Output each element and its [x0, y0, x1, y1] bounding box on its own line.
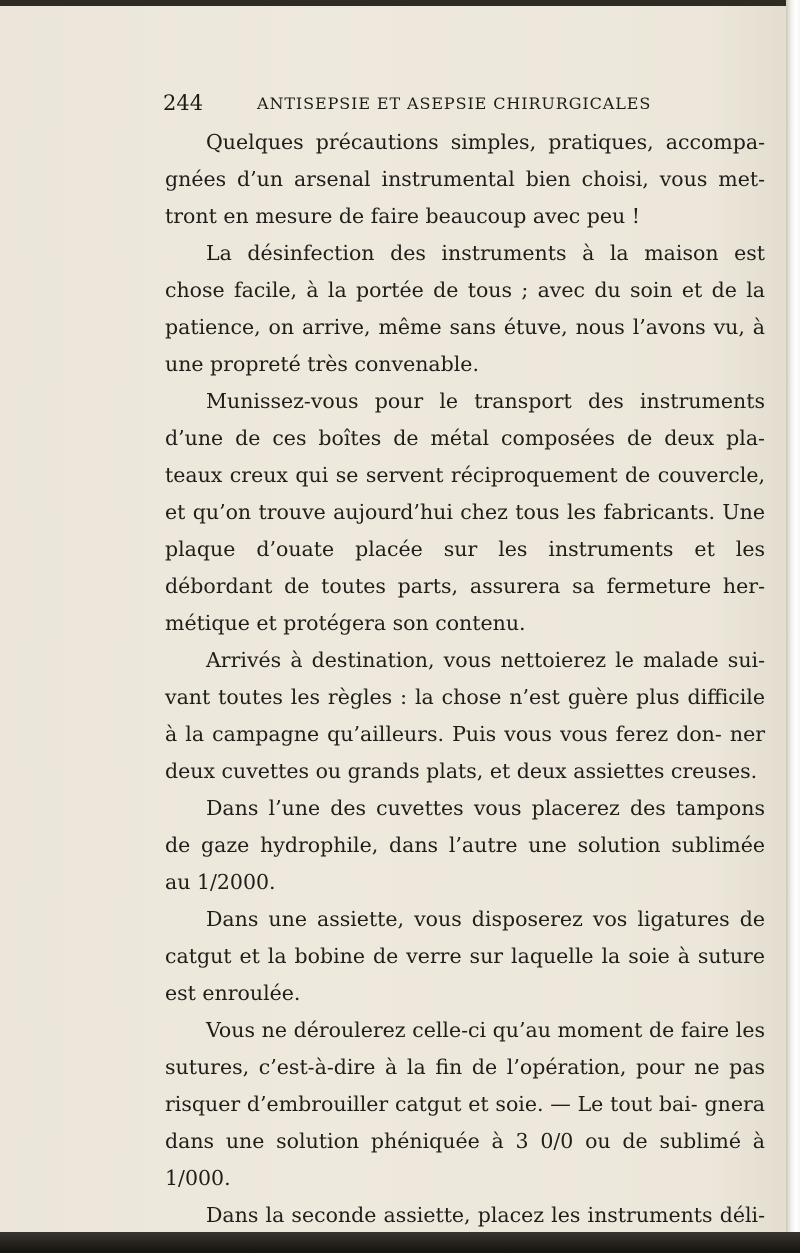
paragraph: Dans l’une des cuvettes vous placerez des tampons de gaze hydrophile, dans l’autre une solution sublimée au 1/2000. — [165, 796, 765, 894]
page-number: 244 — [163, 91, 204, 115]
paragraph: Vous ne déroulerez celle-ci qu’au moment de faire les sutures, c’est-à-dire à la fin de l’opération, pour ne pas risquer d’embrouiller catgut et soie. — Le tout bai- gnera dans une solution phéniquée à 3 0/0 ou de sublimé à 1/000. — [165, 1018, 765, 1190]
page-edge — [786, 0, 800, 1253]
paragraph: Dans la seconde assiette, placez les instruments déli- — [206, 1203, 765, 1227]
paragraph: Munissez-vous pour le transport des instruments d’une de ces boîtes de métal composées de deux pla- teaux creux qui se servent réciproquement de couvercle, et qu’on trouve aujourd’hui chez tous les fabricants. Une plaque d’ouate placée sur les instruments et les débordant de toutes parts, assurera sa fermeture her- métique et protégera son contenu. — [165, 389, 765, 635]
paragraph: Arrivés à destination, vous nettoierez le malade sui- vant toutes les règles : la chose n’est guère plus difficile à la campagne qu’ailleurs. Puis vous vous ferez don- ner deux cuvettes ou grands plats, et deux assiettes creuses. — [165, 648, 765, 783]
bottom-shadow — [0, 1232, 800, 1253]
body-text — [165, 124, 765, 1253]
paper-sheet — [0, 6, 788, 1240]
running-title: ANTISEPSIE ET ASEPSIE CHIRURGICALES — [257, 94, 652, 113]
paragraph: Quelques précautions simples, pratiques, accompa- gnées d’un arsenal instrumental bien choisi, vous met- tront en mesure de faire beaucoup avec peu ! — [165, 130, 765, 228]
paragraph: Dans une assiette, vous disposerez vos ligatures de catgut et la bobine de verre sur laquelle la soie à suture est enroulée. — [165, 907, 765, 1005]
page-header — [163, 90, 723, 120]
paragraph: La désinfection des instruments à la maison est chose facile, à la portée de tous ; avec du soin et de la patience, on arrive, même sans étuve, nous l’avons vu, à une propreté très convenable. — [165, 241, 765, 376]
